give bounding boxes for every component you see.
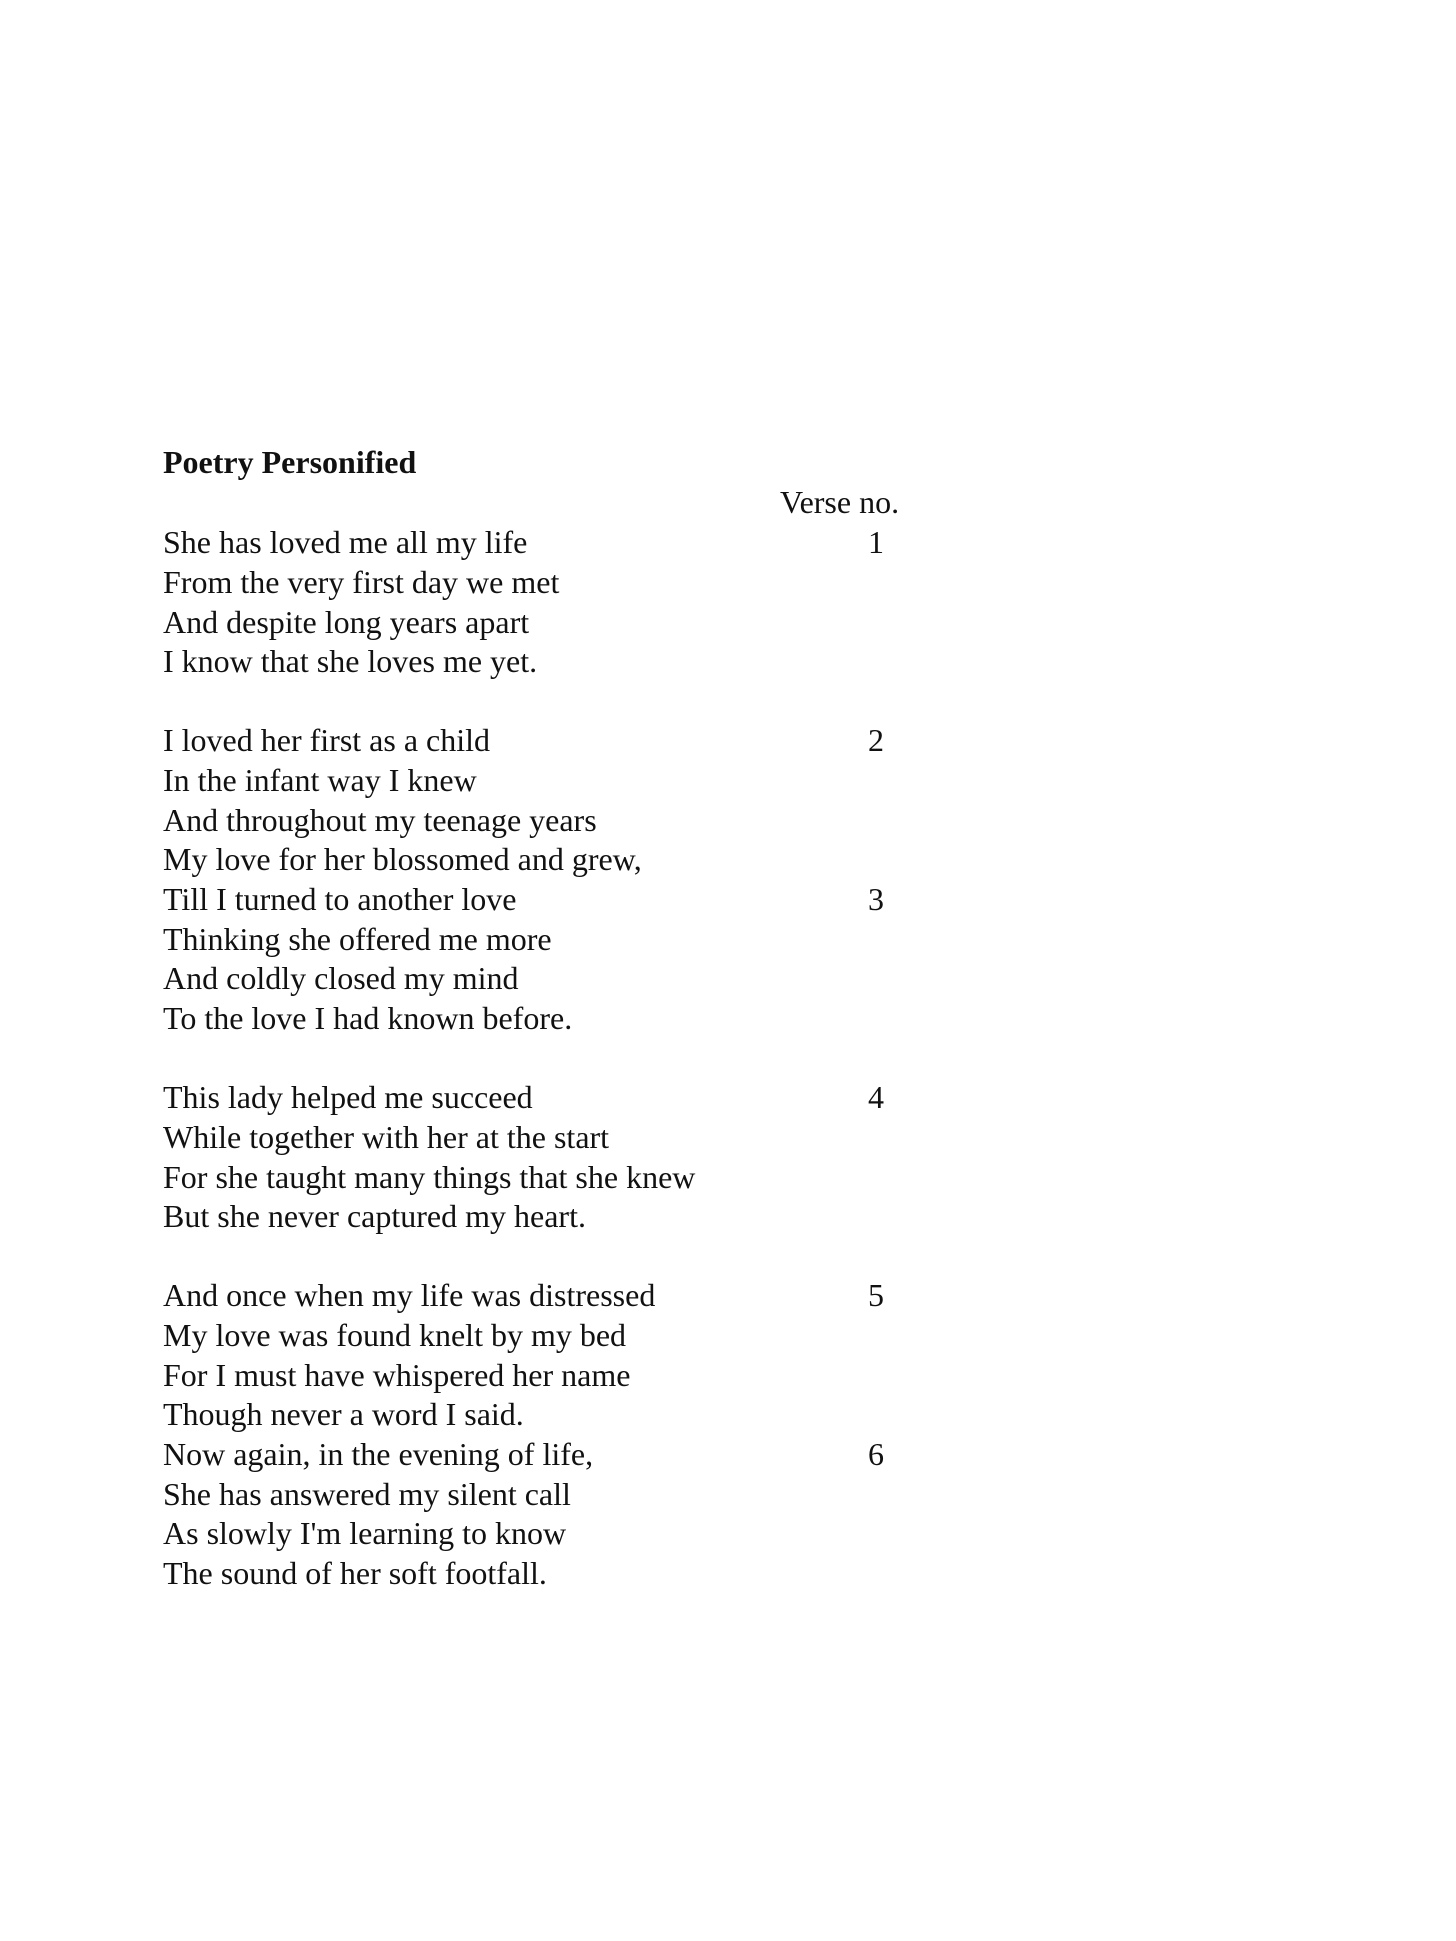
verse-number: 1 <box>868 524 884 560</box>
poem-line: From the very first day we met <box>163 564 560 600</box>
poem-line: I loved her first as a child <box>163 722 490 758</box>
poem-title: Poetry Personified <box>163 444 417 480</box>
verse-number: 5 <box>868 1277 884 1313</box>
verse-number-header: Verse no. <box>780 484 900 520</box>
poem-line: And throughout my teenage years <box>163 802 597 838</box>
poem-line: As slowly I'm learning to know <box>163 1515 567 1551</box>
poem-line: She has loved me all my life <box>163 524 528 560</box>
poem-line: To the love I had known before. <box>163 1000 573 1036</box>
poem-line: But she never captured my heart. <box>163 1198 586 1234</box>
poem-line: My love for her blossomed and grew, <box>163 841 642 877</box>
poem-line: My love was found knelt by my bed <box>163 1317 627 1353</box>
poem-line: And despite long years apart <box>163 604 530 640</box>
poem-line: And once when my life was distressed <box>163 1277 656 1313</box>
poem-line: Till I turned to another love <box>163 881 517 917</box>
verse-number: 4 <box>868 1079 884 1115</box>
verse-number: 6 <box>868 1436 884 1472</box>
poem-line: Though never a word I said. <box>163 1396 524 1432</box>
poem-line: While together with her at the start <box>163 1119 610 1155</box>
poem-line: Thinking she offered me more <box>163 921 552 957</box>
verse-number: 3 <box>868 881 884 917</box>
poem-line: And coldly closed my mind <box>163 960 519 996</box>
poem-line: Now again, in the evening of life, <box>163 1436 594 1472</box>
poem-line: In the infant way I knew <box>163 762 477 798</box>
poem-line: She has answered my silent call <box>163 1476 571 1512</box>
poem-line: For she taught many things that she knew <box>163 1159 696 1195</box>
verse-number: 2 <box>868 722 884 758</box>
poem-line: The sound of her soft footfall. <box>163 1555 547 1591</box>
poem-line: For I must have whispered her name <box>163 1357 631 1393</box>
poem-line: This lady helped me succeed <box>163 1079 533 1115</box>
poem-line: I know that she loves me yet. <box>163 643 538 679</box>
